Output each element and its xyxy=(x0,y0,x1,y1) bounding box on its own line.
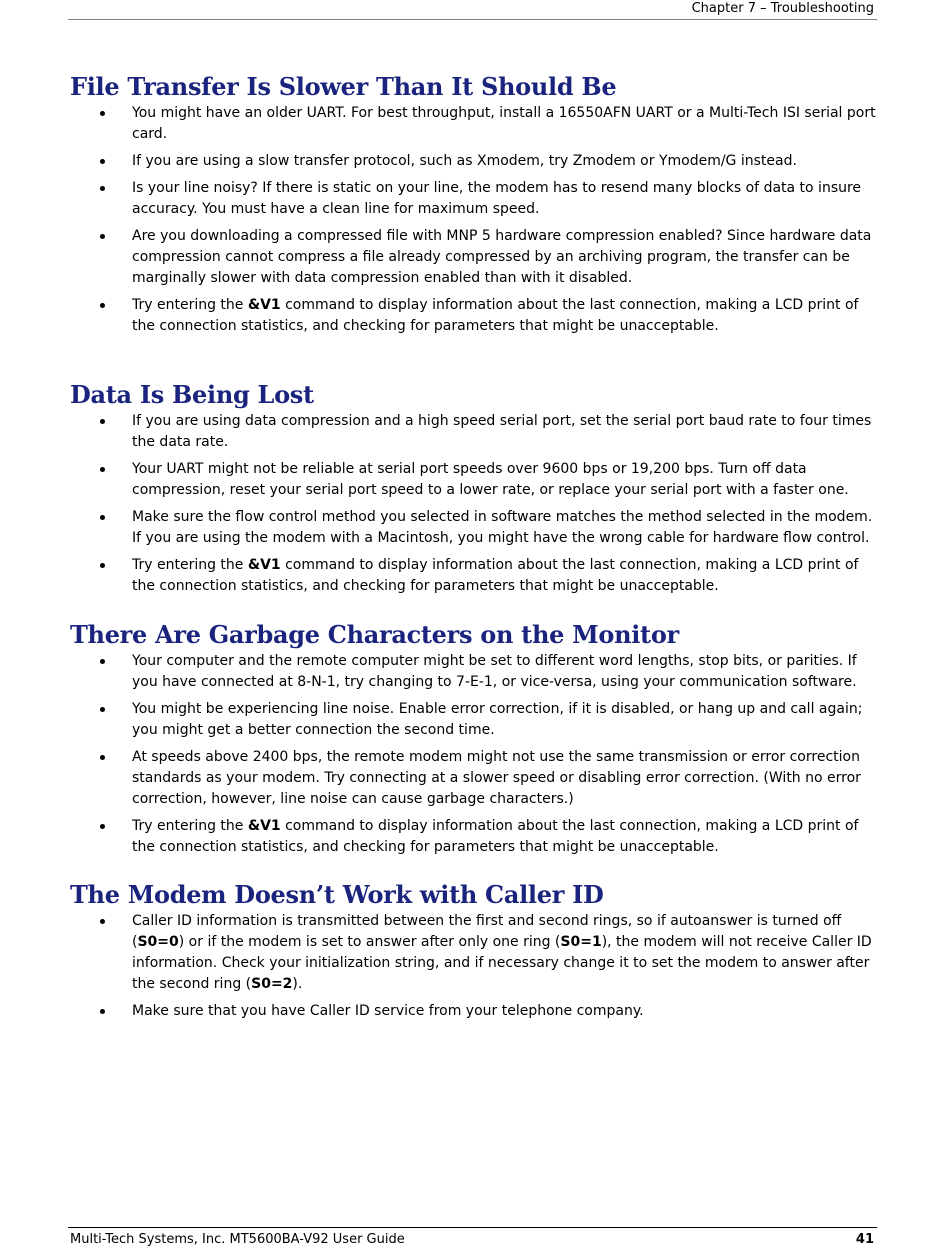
bullet-text: ) or if the modem is set to answer after only one ring ( xyxy=(178,934,561,950)
section-caller-id xyxy=(70,880,876,1022)
bullet-item xyxy=(70,699,876,741)
section-heading: File Transfer Is Slower Than It Should Be xyxy=(70,72,617,101)
command-code: S0=0 xyxy=(137,934,179,950)
bullet-item xyxy=(70,911,876,995)
bullet-dot-icon xyxy=(100,563,105,568)
bullet-text: command to display information about the last connection, making a LCD print of the connection statistics, and checking for parameters that might be unacceptable. xyxy=(132,297,859,334)
section-heading: There Are Garbage Characters on the Monitor xyxy=(70,620,679,649)
bullet-item xyxy=(70,747,876,810)
bullet-dot-icon xyxy=(100,467,105,472)
bullet-item xyxy=(70,151,876,172)
bullet-text: Your computer and the remote computer might be set to different word lengths, stop bits, or parities. If you have connected at 8-N-1, try changing to 7-E-1, or vice-versa, using your communication software. xyxy=(132,653,857,690)
bullet-dot-icon xyxy=(100,159,105,164)
bullet-text: Try entering the xyxy=(132,818,248,834)
chapter-title: Chapter 7 – Troubleshooting xyxy=(691,1,874,16)
bullet-item xyxy=(70,295,876,337)
section-data-lost xyxy=(70,380,876,597)
bullet-text: Make sure that you have Caller ID service from your telephone company. xyxy=(132,1003,644,1019)
bullet-dot-icon xyxy=(100,515,105,520)
bullet-text: You might have an older UART. For best throughput, install a 16550AFN UART or a Multi-Tech ISI serial port card. xyxy=(132,105,876,142)
command-code: S0=1 xyxy=(560,934,602,950)
bullet-text: Caller ID information is transmitted between the first and second rings, so if autoanswer is turned off ( xyxy=(132,913,842,950)
bullet-item xyxy=(70,1001,876,1022)
bullet-dot-icon xyxy=(100,824,105,829)
bullet-dot-icon xyxy=(100,186,105,191)
command-code: S0=2 xyxy=(251,976,293,992)
command-code: &V1 xyxy=(247,557,281,573)
bullet-text: Are you downloading a compressed file with MNP 5 hardware compression enabled? Since hardware data compression cannot compress a file already compressed by an archiving program, the transfer can be marginally slower with data compression enabled than with it disabled. xyxy=(132,228,872,286)
section-heading: The Modem Doesn’t Work with Caller ID xyxy=(70,880,604,909)
bullet-item xyxy=(70,507,876,549)
page-footer xyxy=(68,1227,877,1247)
bullet-dot-icon xyxy=(100,659,105,664)
bullet-dot-icon xyxy=(100,419,105,424)
bullet-text: Try entering the xyxy=(132,557,248,573)
bullet-dot-icon xyxy=(100,303,105,308)
bullet-item xyxy=(70,651,876,693)
bullet-list xyxy=(70,103,876,337)
bullet-text: ). xyxy=(292,976,303,992)
bullet-dot-icon xyxy=(100,1009,105,1014)
bullet-item xyxy=(70,103,876,145)
command-code: &V1 xyxy=(247,818,281,834)
command-code: &V1 xyxy=(247,297,281,313)
bullet-item xyxy=(70,411,876,453)
bullet-item xyxy=(70,226,876,289)
bullet-text: Try entering the xyxy=(132,297,248,313)
bullet-dot-icon xyxy=(100,111,105,116)
bullet-list xyxy=(70,651,876,858)
bullet-text: command to display information about the last connection, making a LCD print of the connection statistics, and checking for parameters that might be unacceptable. xyxy=(132,818,859,855)
bullet-dot-icon xyxy=(100,234,105,239)
bullet-text: You might be experiencing line noise. Enable error correction, if it is disabled, or hang up and call again; you might get a better connection the second time. xyxy=(132,701,863,738)
bullet-text: ), the modem will not receive Caller ID information. Check your initialization string, and if necessary change it to set the modem to answer after the second ring ( xyxy=(132,934,872,992)
bullet-text: If you are using data compression and a high speed serial port, set the serial port baud rate to four times the data rate. xyxy=(132,413,872,450)
bullet-dot-icon xyxy=(100,707,105,712)
bullet-list xyxy=(70,411,876,597)
bullet-item xyxy=(70,555,876,597)
bullet-text: Is your line noisy? If there is static on your line, the modem has to resend many blocks of data to insure accuracy. You must have a clean line for maximum speed. xyxy=(132,180,862,217)
section-file-transfer xyxy=(70,72,876,337)
page-header xyxy=(68,0,877,20)
page-number: 41 xyxy=(855,1232,874,1247)
bullet-text: If you are using a slow transfer protocol, such as Xmodem, try Zmodem or Ymodem/G instead. xyxy=(132,153,797,169)
section-garbage-characters xyxy=(70,620,876,858)
section-heading: Data Is Being Lost xyxy=(70,380,314,409)
bullet-dot-icon xyxy=(100,755,105,760)
bullet-item xyxy=(70,178,876,220)
footer-document-title: Multi-Tech Systems, Inc. MT5600BA-V92 User Guide xyxy=(70,1232,405,1247)
bullet-item xyxy=(70,459,876,501)
bullet-text: At speeds above 2400 bps, the remote modem might not use the same transmission or error correction standards as your modem. Try connecting at a slower speed or disabling error correction. (With no error correction, however, line noise can cause garbage characters.) xyxy=(132,749,861,807)
bullet-dot-icon xyxy=(100,919,105,924)
bullet-list xyxy=(70,911,876,1022)
bullet-item xyxy=(70,816,876,858)
bullet-text: Make sure the flow control method you selected in software matches the method selected in the modem. If you are using the modem with a Macintosh, you might have the wrong cable for hardware flow control. xyxy=(132,509,873,546)
bullet-text: command to display information about the last connection, making a LCD print of the connection statistics, and checking for parameters that might be unacceptable. xyxy=(132,557,859,594)
bullet-text: Your UART might not be reliable at serial port speeds over 9600 bps or 19,200 bps. Turn off data compression, reset your serial port speed to a lower rate, or replace your serial port with a faster one. xyxy=(132,461,849,498)
